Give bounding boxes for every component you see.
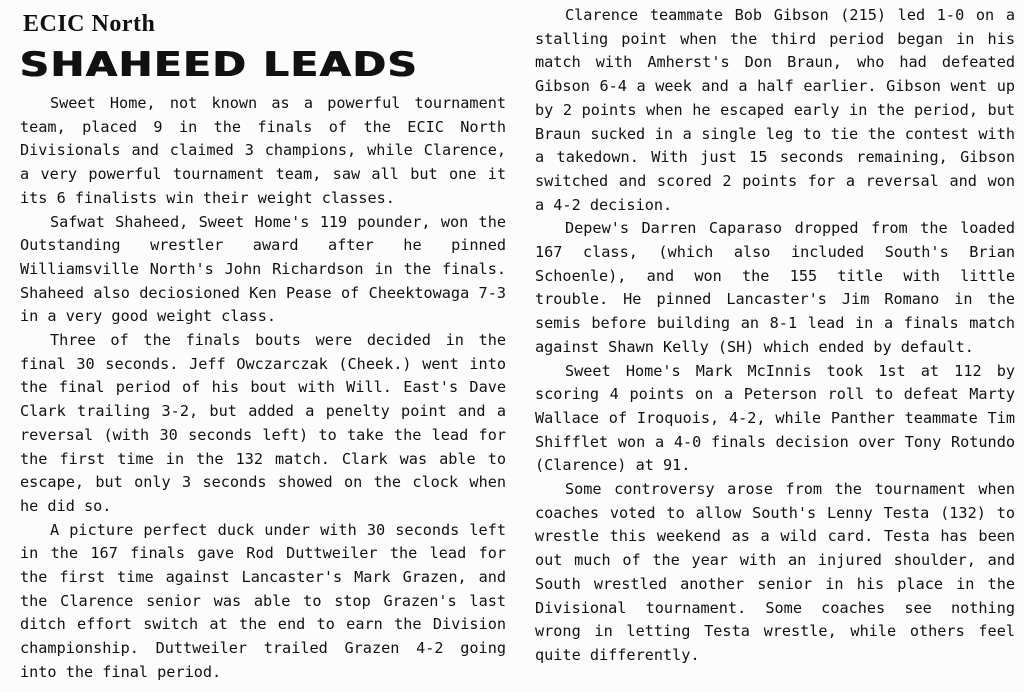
paragraph-left-4: A picture perfect duck under with 30 seconds left in the 167 finals gave Rod Duttweiler the lead for the first time against Lancaster's Mark Grazen, and the Clarence senior was able to stop Grazen's last ditch effort switch at the end to earn the Division championship. Duttweiler trailed Grazen 4-2 going into the final period. (20, 520, 506, 681)
section-kicker: ECIC North (23, 11, 156, 37)
paragraph-left-3: Three of the finals bouts were decided in the final 30 seconds. Jeff Owczarczak (Cheek.) went into the final period of his bout with Will. East's Dave Clark trailing 3-2, but added a penelty point and a reversal (with 30 seconds left) to take the lead for the first time in the 132 match. Clark was able to escape, but only 3 seconds showed on the clock when he did so. (20, 331, 506, 515)
paragraph-right-3: Sweet Home's Mark McInnis took 1st at 112 by scoring 4 points on a Peterson roll to defeat Marty Wallace of Iroquois, 4-2, while Panther teammate Tim Shifflet won a 4-0 finals decision over Tony Rotundo (Clarence) at 91. (535, 361, 1015, 475)
paragraph-left-2: Safwat Shaheed, Sweet Home's 119 pounder, won the Outstanding wrestler award after he pinned Williamsville North's John Richardson in the finals. Shaheed also deciosioned Ken Pease of Cheektowaga 7-3 in a very good weight class. (20, 212, 506, 326)
right-column (535, 0, 1015, 692)
headline: SHAHEED LEADS (20, 45, 419, 85)
left-column (20, 0, 506, 692)
paragraph-left-1: Sweet Home, not known as a powerful tournament team, placed 9 in the finals of the ECIC North Divisionals and claimed 3 champions, while Clarence, a very powerful tournament team, saw all but one it its 6 finalists win their weight classes. (20, 94, 506, 207)
paragraph-right-4: Some controversy arose from the tournament when coaches voted to allow South's Lenny Testa (132) to wrestle this weekend as a wild card. Testa has been out much of the year with an injured shoulder, and South wrestled another senior in his place in the Divisional tournament. Some coaches see nothing wrong in letting Testa wrestle, while others feel quite differently. (535, 480, 1015, 664)
paragraph-right-2: Depew's Darren Caparaso dropped from the loaded 167 class, (which also included South's Brian Schoenle), and won the 155 title with little trouble. He pinned Lancaster's Jim Romano in the semis before building an 8-1 lead in a finals match against Shawn Kelly (SH) which ended by default. (535, 219, 1015, 356)
paragraph-right-1: Clarence teammate Bob Gibson (215) led 1-0 on a stalling point when the third period began in his match with Amherst's Don Braun, who had defeated Gibson 6-4 a week and a half earlier. Gibson went up by 2 points when he escaped early in the period, but Braun sucked in a single leg to tie the contest with a takedown. With just 15 seconds remaining, Gibson switched and scored 2 points for a reversal and won a 4-2 decision. (535, 6, 1015, 214)
